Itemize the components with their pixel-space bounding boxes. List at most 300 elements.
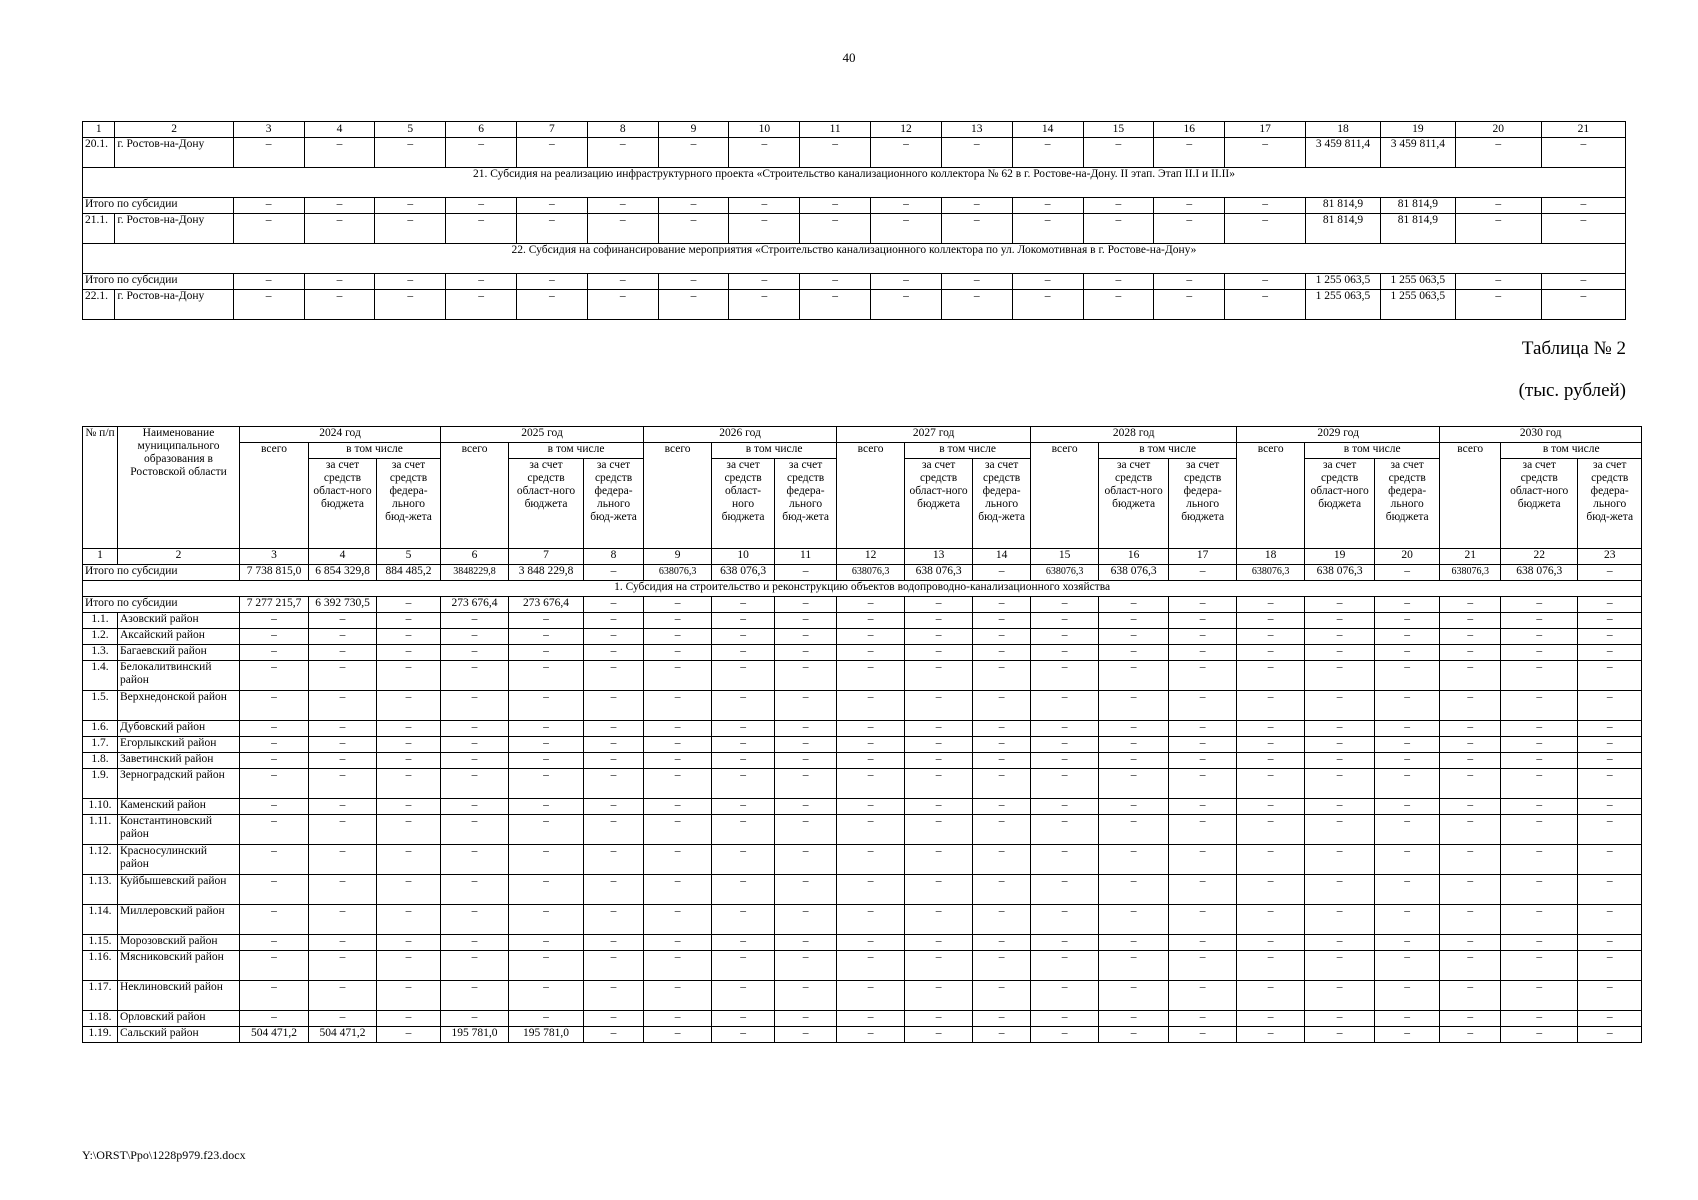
municipality-name: Дубовский район [118, 721, 240, 737]
value-cell: – [712, 799, 775, 815]
value-cell: – [644, 645, 712, 661]
value-cell: – [775, 845, 837, 875]
value-cell: – [658, 290, 729, 320]
value-cell: – [1169, 769, 1237, 799]
value-cell: – [309, 721, 377, 737]
value-cell: 638 076,3 [1501, 565, 1578, 581]
value-cell: – [1305, 799, 1375, 815]
value-cell: – [712, 935, 775, 951]
value-cell: – [1031, 935, 1099, 951]
value-cell: – [644, 721, 712, 737]
value-cell: – [905, 799, 973, 815]
value-cell: – [377, 691, 441, 721]
value-cell: – [800, 198, 871, 214]
value-cell: – [837, 1027, 905, 1043]
value-cell: – [837, 613, 905, 629]
value-cell: – [309, 845, 377, 875]
value-cell: – [1099, 981, 1169, 1011]
value-cell: – [1501, 935, 1578, 951]
value-cell: – [775, 645, 837, 661]
value-cell: – [800, 274, 871, 290]
value-cell: – [1375, 875, 1440, 905]
value-cell: – [240, 737, 309, 753]
value-cell: 195 781,0 [441, 1027, 509, 1043]
value-cell: 273 676,4 [509, 597, 584, 613]
year-header: 2029 год [1237, 427, 1440, 443]
total-row [83, 597, 1642, 613]
year-header: 2028 год [1031, 427, 1237, 443]
municipality-name: Мясниковский район [118, 951, 240, 981]
value-cell: – [775, 597, 837, 613]
value-cell: – [1154, 198, 1225, 214]
value-cell: – [1375, 1011, 1440, 1027]
including-header: в том числе [1099, 443, 1237, 459]
column-number: 8 [584, 549, 644, 565]
value-cell: – [509, 737, 584, 753]
column-number: 9 [658, 122, 729, 138]
value-cell: – [584, 905, 644, 935]
value-cell: – [1578, 799, 1642, 815]
value-cell: – [1031, 629, 1099, 645]
value-cell: – [941, 214, 1012, 244]
value-cell: – [1154, 214, 1225, 244]
total-label: Итого по субсидии [83, 597, 240, 613]
value-cell: – [1501, 737, 1578, 753]
value-cell: – [1455, 290, 1541, 320]
column-numbers-row [83, 549, 1642, 565]
row-number: 1.13. [83, 875, 118, 905]
value-cell: – [1578, 951, 1642, 981]
value-cell: – [1440, 661, 1501, 691]
column-number: 8 [587, 122, 658, 138]
value-cell: – [584, 875, 644, 905]
value-cell: – [584, 629, 644, 645]
row-number: 1.3. [83, 645, 118, 661]
value-cell: – [644, 1011, 712, 1027]
table-row [83, 875, 1642, 905]
value-cell: – [775, 769, 837, 799]
value-cell: – [377, 661, 441, 691]
row-number: 1.4. [83, 661, 118, 691]
municipality-name: Неклиновский район [118, 981, 240, 1011]
value-cell: – [240, 1011, 309, 1027]
value-cell: – [441, 815, 509, 845]
value-cell: – [1501, 799, 1578, 815]
value-cell: – [1501, 753, 1578, 769]
value-cell: – [973, 629, 1031, 645]
table-continuation [82, 121, 1626, 320]
municipality-name: Морозовский район [118, 935, 240, 951]
row-number: 1.11. [83, 815, 118, 845]
table-row [83, 737, 1642, 753]
value-cell: – [658, 138, 729, 168]
value-cell: – [1099, 935, 1169, 951]
table-row [83, 951, 1642, 981]
value-cell: – [309, 629, 377, 645]
value-cell: – [441, 661, 509, 691]
value-cell: – [377, 1027, 441, 1043]
value-cell: – [905, 645, 973, 661]
value-cell: – [233, 214, 304, 244]
value-cell: 81 814,9 [1380, 214, 1455, 244]
value-cell: – [304, 138, 375, 168]
value-cell: – [377, 597, 441, 613]
value-cell: – [1083, 138, 1154, 168]
column-number: 17 [1225, 122, 1306, 138]
value-cell: – [712, 1011, 775, 1027]
value-cell: – [1578, 875, 1642, 905]
column-number: 18 [1306, 122, 1381, 138]
value-cell: – [309, 753, 377, 769]
municipality-name: Сальский район [118, 1027, 240, 1043]
column-number: 20 [1375, 549, 1440, 565]
value-cell: – [712, 753, 775, 769]
row-number: 1.18. [83, 1011, 118, 1027]
value-cell: – [1305, 645, 1375, 661]
regional-budget-header: за счет средств област-ного бюджета [1501, 459, 1578, 549]
regional-budget-header: за счет средств област-ного бюджета [309, 459, 377, 549]
value-cell: – [517, 198, 588, 214]
table-row [83, 214, 1626, 244]
column-number: 5 [377, 549, 441, 565]
value-cell: – [1501, 815, 1578, 845]
value-cell: – [309, 737, 377, 753]
value-cell: – [1031, 769, 1099, 799]
value-cell: – [1578, 905, 1642, 935]
value-cell: – [441, 645, 509, 661]
total-label: Итого по субсидии [83, 198, 234, 214]
value-cell: – [1375, 565, 1440, 581]
value-cell: – [905, 1027, 973, 1043]
value-cell: – [441, 981, 509, 1011]
value-cell: – [441, 951, 509, 981]
value-cell: – [377, 737, 441, 753]
value-cell: – [1031, 981, 1099, 1011]
header-row [83, 122, 1626, 138]
value-cell: 638076,3 [1440, 565, 1501, 581]
value-cell: 638076,3 [837, 565, 905, 581]
value-cell: – [1154, 274, 1225, 290]
value-cell: – [240, 981, 309, 1011]
value-cell: – [1099, 661, 1169, 691]
value-cell: – [1099, 815, 1169, 845]
value-cell: – [1169, 661, 1237, 691]
value-cell: – [1375, 951, 1440, 981]
value-cell: – [1031, 799, 1099, 815]
section-row [83, 581, 1642, 597]
value-cell: – [973, 1011, 1031, 1027]
value-cell: – [1154, 138, 1225, 168]
value-cell: – [644, 613, 712, 629]
value-cell: – [509, 769, 584, 799]
value-cell: – [941, 274, 1012, 290]
value-cell: – [240, 845, 309, 875]
value-cell: – [1440, 1011, 1501, 1027]
year-header: 2027 год [837, 427, 1031, 443]
table-row [83, 799, 1642, 815]
value-cell: – [729, 290, 800, 320]
value-cell: – [240, 935, 309, 951]
value-cell: – [309, 613, 377, 629]
value-cell: – [1375, 597, 1440, 613]
value-cell: – [941, 198, 1012, 214]
column-number: 22 [1501, 549, 1578, 565]
value-cell: – [973, 815, 1031, 845]
value-cell: – [377, 769, 441, 799]
value-cell: – [441, 905, 509, 935]
table-row [83, 845, 1642, 875]
section-title: 1. Субсидия на строительство и реконструкцию объектов водопроводно-канализационного хозяйства [83, 581, 1642, 597]
value-cell: – [1501, 661, 1578, 691]
value-cell: – [233, 274, 304, 290]
value-cell: – [1083, 274, 1154, 290]
value-cell: – [775, 1011, 837, 1027]
value-cell: – [1501, 905, 1578, 935]
value-cell: – [1099, 629, 1169, 645]
value-cell: – [1578, 769, 1642, 799]
value-cell: – [837, 737, 905, 753]
total-label: Итого по субсидии [83, 274, 234, 290]
value-cell: – [1578, 721, 1642, 737]
including-header: в том числе [509, 443, 644, 459]
value-cell: – [1578, 691, 1642, 721]
row-number: 21.1. [83, 214, 115, 244]
value-cell: – [973, 613, 1031, 629]
federal-budget-header: за счет средств федера-льного бюд-жета [584, 459, 644, 549]
value-cell: – [658, 198, 729, 214]
value-cell: – [377, 799, 441, 815]
column-number: 15 [1083, 122, 1154, 138]
municipality-name: Заветинский район [118, 753, 240, 769]
value-cell: – [1237, 769, 1305, 799]
value-cell: – [1169, 721, 1237, 737]
value-cell: – [729, 214, 800, 244]
value-cell: – [1225, 214, 1306, 244]
value-cell: – [1578, 935, 1642, 951]
value-cell: – [644, 799, 712, 815]
including-header: в том числе [1305, 443, 1440, 459]
value-cell: – [441, 1011, 509, 1027]
municipality-name: Азовский район [118, 613, 240, 629]
value-cell: – [509, 799, 584, 815]
table-row [83, 661, 1642, 691]
value-cell: – [1031, 905, 1099, 935]
value-cell: – [1169, 645, 1237, 661]
value-cell: – [1578, 613, 1642, 629]
value-cell: 638 076,3 [1305, 565, 1375, 581]
value-cell: 6 854 329,8 [309, 565, 377, 581]
value-cell: – [1099, 1027, 1169, 1043]
value-cell: – [1169, 905, 1237, 935]
value-cell: – [509, 935, 584, 951]
value-cell: – [775, 905, 837, 935]
value-cell: – [509, 645, 584, 661]
value-cell: – [584, 721, 644, 737]
value-cell: – [446, 290, 517, 320]
value-cell: – [644, 815, 712, 845]
column-number: 6 [441, 549, 509, 565]
municipality-name: г. Ростов-на-Дону [115, 214, 233, 244]
row-number: 1.1. [83, 613, 118, 629]
value-cell: – [973, 905, 1031, 935]
value-cell: – [1154, 290, 1225, 320]
value-cell: – [1501, 845, 1578, 875]
value-cell: – [377, 613, 441, 629]
value-cell: – [712, 769, 775, 799]
value-cell: – [1031, 1027, 1099, 1043]
value-cell: – [644, 905, 712, 935]
value-cell: – [1169, 815, 1237, 845]
column-number: 2 [115, 122, 233, 138]
municipality-name: г. Ростов-на-Дону [115, 138, 233, 168]
row-number: 22.1. [83, 290, 115, 320]
value-cell: – [1169, 565, 1237, 581]
value-cell: – [973, 981, 1031, 1011]
value-cell: – [1169, 753, 1237, 769]
value-cell: – [1455, 214, 1541, 244]
value-cell: – [1305, 721, 1375, 737]
value-cell: 638076,3 [1031, 565, 1099, 581]
total-column-header: всего [644, 443, 712, 549]
value-cell: 6 392 730,5 [309, 597, 377, 613]
value-cell: 504 471,2 [309, 1027, 377, 1043]
value-cell: 7 277 215,7 [240, 597, 309, 613]
value-cell: – [800, 138, 871, 168]
value-cell: 3848229,8 [441, 565, 509, 581]
value-cell: – [941, 138, 1012, 168]
value-cell: – [1375, 645, 1440, 661]
value-cell: – [1501, 613, 1578, 629]
value-cell: – [309, 935, 377, 951]
value-cell: – [240, 875, 309, 905]
value-cell: – [658, 274, 729, 290]
value-cell: – [1099, 799, 1169, 815]
value-cell: – [441, 935, 509, 951]
value-cell: – [1237, 629, 1305, 645]
value-cell: 638076,3 [644, 565, 712, 581]
value-cell: – [729, 274, 800, 290]
value-cell: – [375, 138, 446, 168]
value-cell: – [1237, 1027, 1305, 1043]
including-header: в том числе [309, 443, 441, 459]
regional-budget-header: за счет средств област-ного бюджета [1305, 459, 1375, 549]
value-cell: 7 738 815,0 [240, 565, 309, 581]
value-cell: – [729, 198, 800, 214]
value-cell: – [1440, 951, 1501, 981]
value-cell: – [1225, 274, 1306, 290]
municipality-name: Миллеровский район [118, 905, 240, 935]
value-cell: – [837, 597, 905, 613]
value-cell: – [837, 753, 905, 769]
value-cell: – [1375, 815, 1440, 845]
value-cell: – [1440, 613, 1501, 629]
value-cell: – [1031, 753, 1099, 769]
row-number: 1.10. [83, 799, 118, 815]
value-cell: – [587, 138, 658, 168]
value-cell: – [1099, 1011, 1169, 1027]
value-cell: – [1305, 691, 1375, 721]
value-cell: – [1375, 629, 1440, 645]
value-cell: – [973, 737, 1031, 753]
column-number: 13 [905, 549, 973, 565]
value-cell: – [1375, 935, 1440, 951]
value-cell: – [775, 737, 837, 753]
value-cell: – [304, 290, 375, 320]
value-cell: – [1375, 721, 1440, 737]
value-cell: – [1031, 721, 1099, 737]
value-cell: – [309, 905, 377, 935]
year-header: 2030 год [1440, 427, 1642, 443]
value-cell: – [712, 815, 775, 845]
value-cell: – [1169, 845, 1237, 875]
value-cell: – [584, 691, 644, 721]
including-header: в том числе [905, 443, 1031, 459]
value-cell: – [240, 799, 309, 815]
column-number: 2 [118, 549, 240, 565]
value-cell: – [441, 691, 509, 721]
value-cell: – [584, 565, 644, 581]
value-cell: – [1578, 737, 1642, 753]
value-cell: – [441, 845, 509, 875]
column-number: 21 [1541, 122, 1625, 138]
value-cell: – [1375, 661, 1440, 691]
row-number: 1.15. [83, 935, 118, 951]
value-cell: – [775, 753, 837, 769]
value-cell: 195 781,0 [509, 1027, 584, 1043]
value-cell: – [837, 905, 905, 935]
value-cell: – [905, 737, 973, 753]
value-cell: – [1012, 214, 1083, 244]
value-cell: – [644, 935, 712, 951]
value-cell: – [1440, 645, 1501, 661]
column-number: 18 [1237, 549, 1305, 565]
row-number: 1.14. [83, 905, 118, 935]
value-cell: – [509, 845, 584, 875]
value-cell: – [377, 815, 441, 845]
value-cell: – [837, 981, 905, 1011]
value-cell: – [1305, 951, 1375, 981]
value-cell: – [309, 799, 377, 815]
value-cell: – [1541, 138, 1625, 168]
value-cell: – [1237, 753, 1305, 769]
value-cell: – [1305, 875, 1375, 905]
value-cell: – [837, 1011, 905, 1027]
value-cell: – [973, 721, 1031, 737]
value-cell: – [973, 645, 1031, 661]
value-cell: – [1237, 905, 1305, 935]
value-cell: – [1455, 198, 1541, 214]
value-cell: – [729, 138, 800, 168]
municipality-name: Куйбышевский район [118, 875, 240, 905]
value-cell: – [377, 875, 441, 905]
value-cell: – [973, 951, 1031, 981]
value-cell: – [584, 597, 644, 613]
value-cell: – [1375, 769, 1440, 799]
value-cell: – [446, 198, 517, 214]
value-cell: – [1501, 629, 1578, 645]
value-cell: – [837, 845, 905, 875]
value-cell: – [1305, 905, 1375, 935]
value-cell: – [905, 815, 973, 845]
value-cell: – [1169, 981, 1237, 1011]
value-cell: 81 814,9 [1306, 198, 1381, 214]
value-cell: – [837, 691, 905, 721]
value-cell: – [584, 1027, 644, 1043]
value-cell: – [377, 629, 441, 645]
value-cell: – [309, 769, 377, 799]
value-cell: – [800, 214, 871, 244]
value-cell: – [1225, 138, 1306, 168]
